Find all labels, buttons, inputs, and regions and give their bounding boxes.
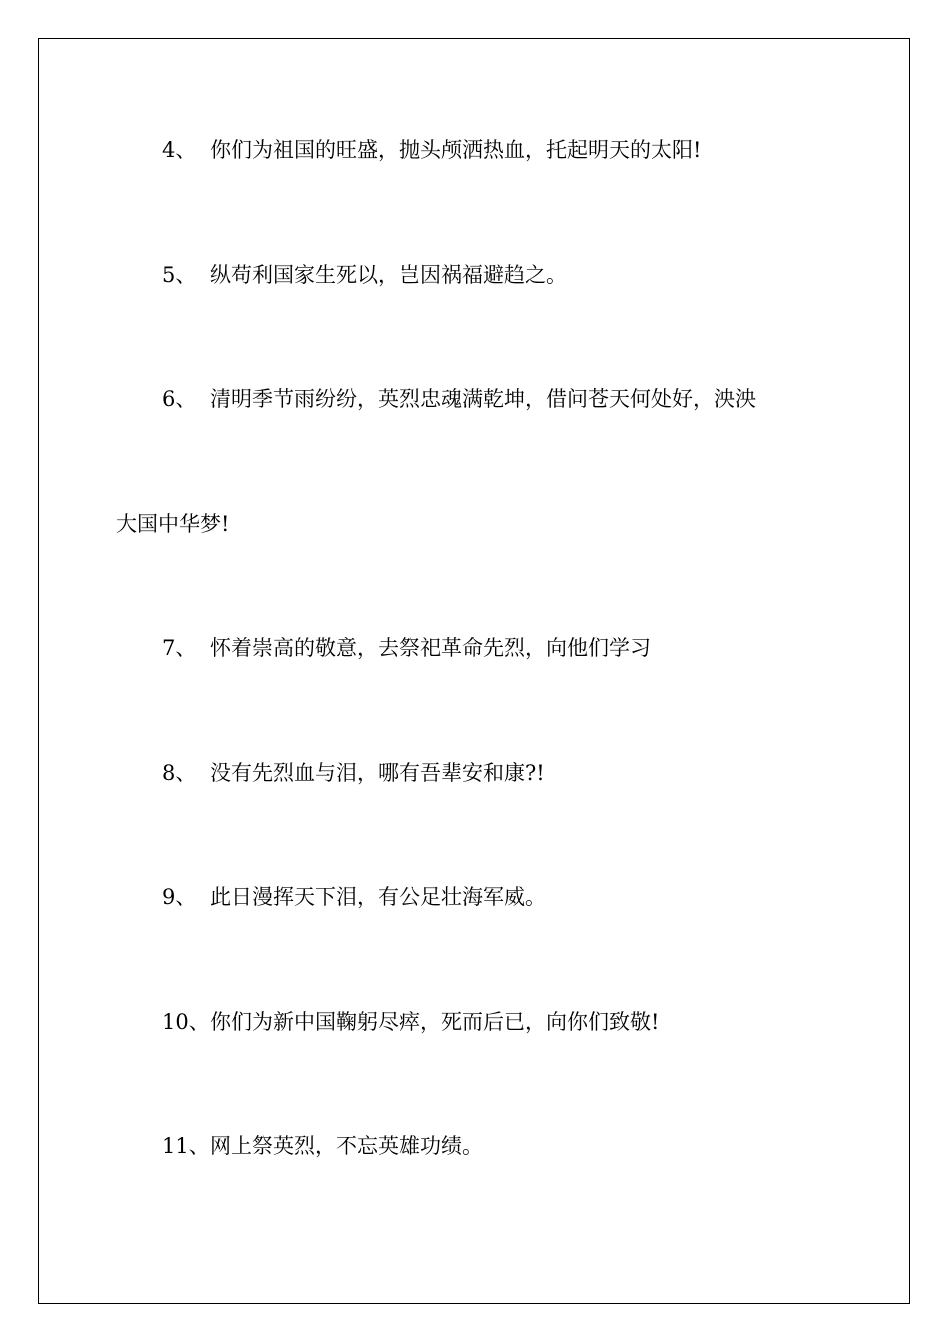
item-text: 没有先烈血与泪，哪有吾辈安和康?! [210,761,545,785]
item-text: 纵苟利国家生死以，岂因祸福避趋之。 [210,263,567,287]
item-number: 7、 [162,636,197,660]
list-item [162,385,756,413]
list-item [162,136,701,164]
item-number: 9、 [162,885,197,909]
item-number: 8、 [162,761,197,785]
list-item [162,261,567,289]
item-number: 4、 [162,138,197,162]
item-number: 6、 [162,387,197,411]
item-text: 网上祭英烈，不忘英雄功绩。 [210,1134,483,1158]
item-text: 你们为祖国的旺盛，抛头颅洒热血，托起明天的太阳! [210,138,702,162]
item-number: 11、 [162,1134,210,1158]
list-item [162,634,651,662]
page-frame [38,38,910,1304]
item-number: 10、 [162,1010,210,1034]
list-item [162,1008,659,1036]
list-item-continuation: 大国中华梦! [116,512,230,536]
item-number: 5、 [162,263,197,287]
list-item [162,883,546,911]
item-text: 清明季节雨纷纷，英烈忠魂满乾坤，借问苍天何处好，泱泱 [210,387,756,411]
item-text: 你们为新中国鞠躬尽瘁，死而后已，向你们致敬! [210,1010,660,1034]
list-item [162,759,545,787]
item-text: 怀着崇高的敬意，去祭祀革命先烈，向他们学习 [210,636,651,660]
list-item [162,1132,483,1160]
item-text: 此日漫挥天下泪，有公足壮海军威。 [210,885,546,909]
